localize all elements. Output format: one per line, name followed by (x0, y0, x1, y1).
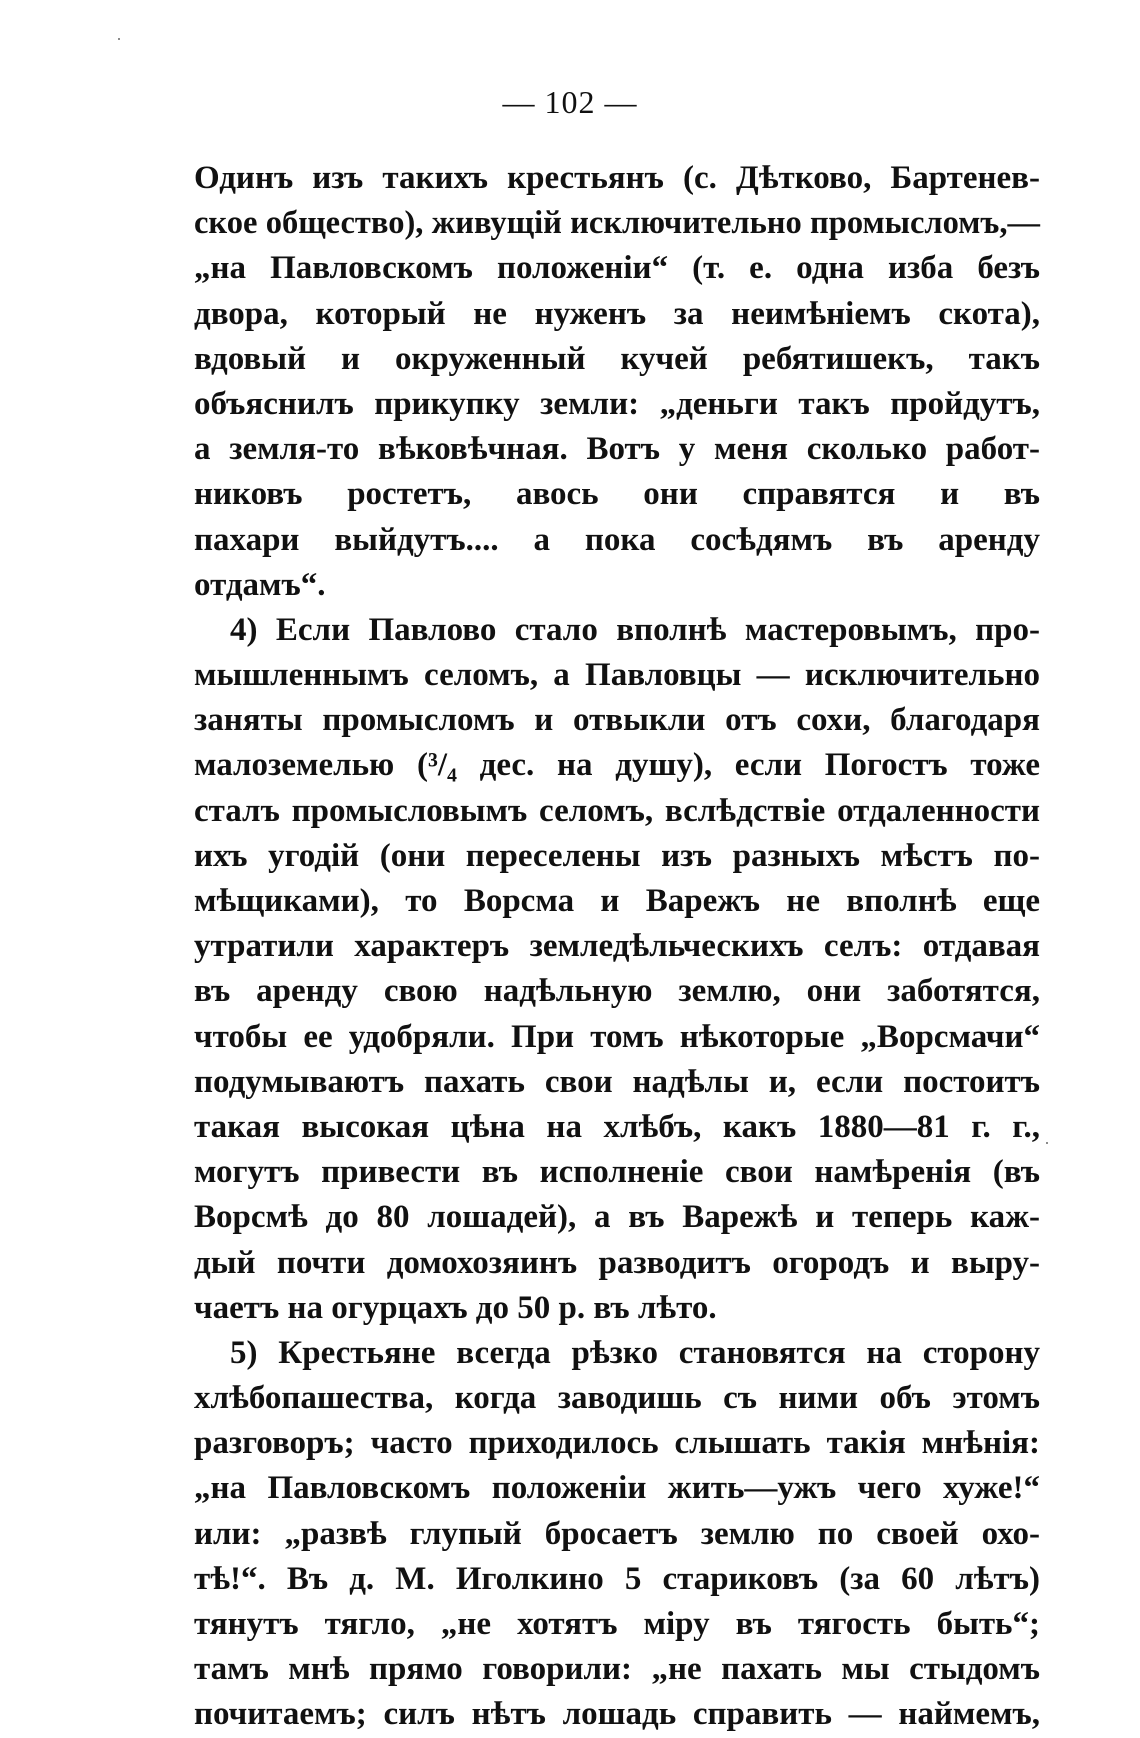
text-line: объяснилъ прикупку земли: „деньги такъ пройдутъ, (194, 385, 1040, 422)
text-line: ихъ угодій (они переселены изъ разныхъ мѣстъ по- (194, 837, 1040, 874)
text-line: тянутъ тягло, „не хотятъ міру въ тягость быть“; (194, 1606, 1040, 1642)
text-line: Одинъ изъ такихъ крестьянъ (с. Дѣтково, Бартенев- (194, 160, 1040, 196)
text-line: такая высокая цѣна на хлѣбъ, какъ 1880—81 г. г., (194, 1108, 1040, 1145)
text-line: мѣщиками), то Ворсма и Варежъ не вполнѣ еще (194, 883, 1040, 919)
text-line: заняты промысломъ и отвыкли отъ сохи, благодаря (194, 702, 1040, 739)
text-line: Ворсмѣ до 80 лошадей), а въ Варежѣ и теперь каж- (194, 1199, 1040, 1236)
text-line: отдамъ“. (194, 566, 326, 603)
text-line: тамъ мнѣ прямо говорили: „не пахать мы стыдомъ (194, 1651, 1040, 1688)
text-line: а земля-то вѣковѣчная. Вотъ у меня сколько работ- (194, 431, 1040, 468)
text-line: или: „развѣ глупый бросаетъ землю по своей охо- (194, 1515, 1040, 1552)
paper-speck (1046, 1142, 1048, 1144)
text-line: вдовый и окруженный кучей ребятишекъ, такъ (194, 340, 1040, 377)
text-line: пахари выйдутъ.... а пока сосѣдямъ въ аренду (194, 521, 1040, 558)
text-line: ское общество), живущій исключительно промысломъ,— (194, 205, 1040, 242)
text-line: въ аренду свою надѣльную землю, они заботятся, (194, 973, 1040, 1010)
text-line: мышленнымъ селомъ, а Павловцы — исключительно (194, 657, 1040, 694)
text-line: дый почти домохозяинъ разводитъ огородъ и выру- (194, 1244, 1040, 1281)
text-line: почитаемъ; силъ нѣтъ лошадь справить — наймемъ, (194, 1696, 1040, 1733)
text-line: „на Павловскомъ положеніи жить—ужъ чего хуже!“ (194, 1470, 1040, 1507)
text-line: разговоръ; часто приходилось слышать такія мнѣнія: (194, 1425, 1040, 1462)
page-number: — 102 — (502, 84, 638, 120)
text-line: подумываютъ пахать свои надѣлы и, если постоитъ (194, 1063, 1040, 1100)
text-line: двора, который не нуженъ за неимѣніемъ скота), (194, 295, 1040, 332)
text-line: сталъ промысловымъ селомъ, вслѣдствіе отдаленности (194, 792, 1040, 829)
text-line: никовъ ростетъ, авось они справятся и въ (194, 476, 1040, 513)
text-line: чаетъ на огурцахъ до 50 р. въ лѣто. (194, 1289, 717, 1326)
text-line: хлѣбопашества, когда заводишь съ ними объ этомъ (194, 1380, 1040, 1417)
paper-speck (118, 38, 120, 40)
text-line: чтобы ее удобряли. При томъ нѣкоторые „Ворсмачи“ (194, 1018, 1040, 1055)
text-line: 4) Если Павлово стало вполнѣ мастеровымъ, про- (230, 611, 1040, 648)
text-line: утратили характеръ земледѣльческихъ селъ: отдавая (194, 928, 1040, 965)
text-line: „на Павловскомъ положеніи“ (т. е. одна изба безъ (194, 250, 1040, 287)
text-line: тѣ!“. Въ д. М. Иголкино 5 стариковъ (за 60 лѣтъ) (194, 1560, 1040, 1597)
text-line: малоземелью (³/₄ дес. на душу), если Погостъ тоже (194, 747, 1040, 784)
text-line: могутъ привести въ исполненіе свои намѣренія (въ (194, 1154, 1040, 1191)
body-text (194, 156, 1040, 1738)
text-line: 5) Крестьяне всегда рѣзко становятся на сторону (230, 1334, 1040, 1371)
